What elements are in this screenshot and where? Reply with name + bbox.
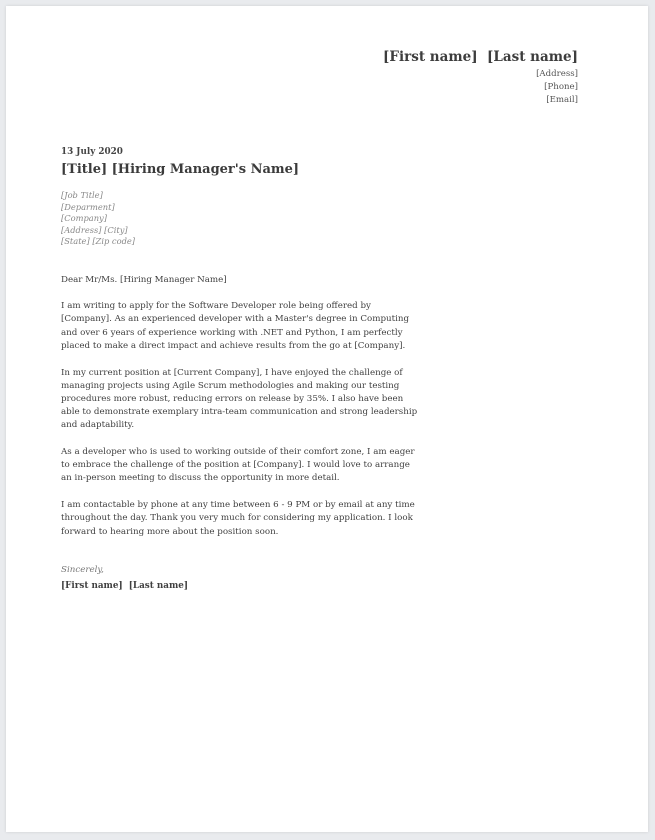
body-paragraph-4: I am contactable by phone at any time between 6 - 9 PM or by email at any time throughout the day. Thank you very much for considering my application. I look forward to hearing more about the position soon. <box>61 500 415 537</box>
sender-phone: [Phone] <box>544 82 578 92</box>
body-paragraph-2: In my current position at [Current Company], I have enjoyed the challenge of managing projects using Agile Scrum methodologies and making our testing procedures more robust, reducing errors on release by 35%. I also have been able to demonstrate exemplary intra-team communication and strong leadership and adaptability. <box>61 367 418 431</box>
signature: [First name] [Last name] <box>61 581 189 591</box>
recipient-department: [Deparment] <box>61 201 115 212</box>
recipient-heading: [Title] [Hiring Manager's Name] <box>61 162 300 177</box>
recipient-details <box>61 190 135 248</box>
recipient-state-zip: [State] [Zip code] <box>61 236 136 247</box>
body-paragraph-3: As a developer who is used to working outside of their comfort zone, I am eager to embrace the challenge of the position at [Company]. I would love to arrange an in-person meeting to discuss the opportunity in more detail. <box>61 447 415 484</box>
recipient-job-title: [Job Title] <box>61 190 103 200</box>
sender-name: [First name] [Last name] <box>383 49 578 65</box>
salutation: Dear Mr/Ms. [Hiring Manager Name] <box>61 275 227 285</box>
sender-address: [Address] <box>536 69 578 79</box>
sender-block <box>383 49 578 107</box>
sender-email: [Email] <box>546 95 578 105</box>
letter-page <box>6 6 648 832</box>
letter-body <box>61 274 421 552</box>
recipient-company: [Company] <box>61 213 107 224</box>
recipient-address-city: [Address] [City] <box>61 224 128 235</box>
letter-date: 13 July 2020 <box>61 147 123 157</box>
body-paragraph-1: I am writing to apply for the Software Developer role being offered by [Company]. As an experienced developer with a Master's degree in Computing and over 6 years of experience working with .NET and Python, I am perfectly placed to make a direct impact and achieve results from the go at [Company]. <box>61 301 410 351</box>
closing: Sincerely, <box>61 565 104 575</box>
